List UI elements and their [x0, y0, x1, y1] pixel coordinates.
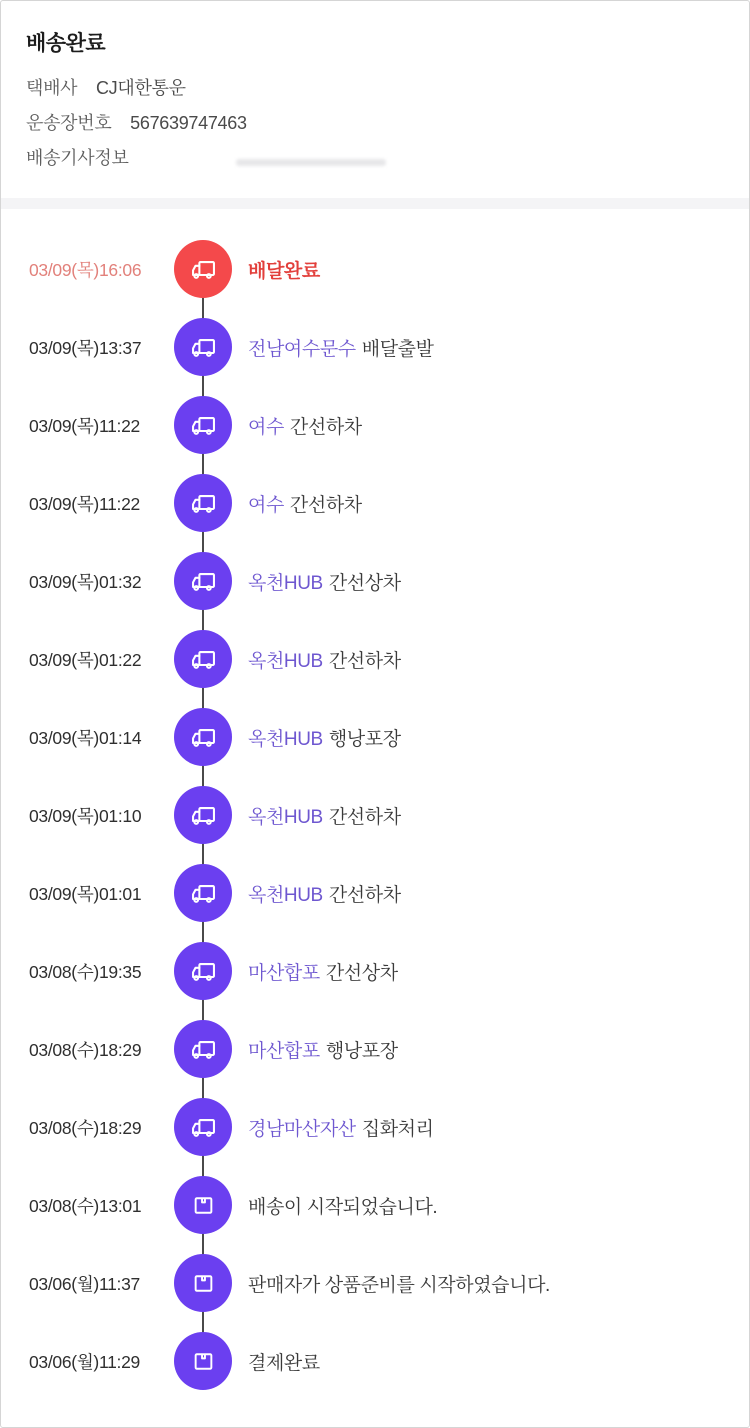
event-status: 간선하차: [289, 494, 362, 516]
timeline-event: [1, 386, 749, 464]
event-status: 행낭포장: [328, 728, 401, 750]
courier-label: 택배사: [26, 78, 78, 98]
event-status: 간선상차: [325, 962, 398, 984]
event-status-text: [248, 880, 401, 907]
event-location: 옥천HUB: [248, 728, 323, 750]
event-status: 간선하차: [328, 650, 401, 672]
event-datetime: 03/09(목)01:32: [29, 571, 142, 592]
driver-info-label: 배송기사정보: [26, 148, 129, 168]
event-location: 여수: [248, 494, 284, 516]
event-status-text: [248, 1192, 437, 1219]
event-status: 판매자가 상품준비를 시작하였습니다.: [248, 1274, 550, 1296]
timeline-event: [1, 1088, 749, 1166]
event-datetime: 03/09(목)01:14: [29, 727, 142, 748]
timeline-event: [1, 308, 749, 386]
event-status-text: [248, 802, 401, 829]
event-location: 옥천HUB: [248, 650, 323, 672]
event-datetime: 03/09(목)13:37: [29, 337, 142, 358]
tracking-timeline: [1, 209, 749, 1400]
event-location: 옥천HUB: [248, 806, 323, 828]
shipment-header: [1, 1, 749, 198]
event-datetime: 03/09(목)01:10: [29, 805, 142, 826]
timeline-events: [1, 230, 749, 1400]
event-location: 마산합포: [248, 962, 320, 984]
timeline-event: [1, 698, 749, 776]
truck-icon: [174, 942, 232, 1000]
event-status: 간선하차: [328, 806, 401, 828]
event-status-text: [248, 724, 401, 751]
timeline-event: [1, 932, 749, 1010]
event-location: 마산합포: [248, 1040, 320, 1062]
tracking-number-label: 운송장번호: [26, 113, 112, 133]
timeline-event: [1, 542, 749, 620]
event-location: 옥천HUB: [248, 572, 323, 594]
event-datetime: 03/08(수)19:35: [29, 961, 142, 982]
event-status: 배달출발: [361, 338, 434, 360]
event-status: 배달완료: [248, 260, 320, 282]
truck-icon: [174, 786, 232, 844]
event-status: 간선상차: [328, 572, 401, 594]
truck-icon: [174, 474, 232, 532]
truck-icon: [174, 708, 232, 766]
timeline-event: [1, 1244, 749, 1322]
timeline-event: [1, 230, 749, 308]
tracking-number-value: 567639747463: [130, 113, 247, 133]
truck-icon: [174, 396, 232, 454]
truck-icon: [174, 240, 232, 298]
event-datetime: 03/06(월)11:37: [29, 1273, 140, 1294]
event-datetime: 03/09(목)16:06: [29, 259, 142, 280]
event-status-text: [248, 568, 401, 595]
event-status: 간선하차: [289, 416, 362, 438]
event-status-text: [248, 490, 362, 517]
event-datetime: 03/08(수)18:29: [29, 1039, 142, 1060]
event-datetime: 03/09(목)01:22: [29, 649, 142, 670]
courier-row: [1, 71, 749, 106]
event-status-text: [248, 646, 401, 673]
event-datetime: 03/09(목)11:22: [29, 415, 140, 436]
driver-info-redacted: [236, 159, 386, 166]
event-status: 행낭포장: [325, 1040, 398, 1062]
page-title: 배송완료: [26, 32, 106, 55]
event-status-text: [248, 1114, 434, 1141]
timeline-event: [1, 854, 749, 932]
truck-icon: [174, 1020, 232, 1078]
timeline-event: [1, 1010, 749, 1088]
event-location: 경남마산자산: [248, 1118, 356, 1140]
timeline-event: [1, 464, 749, 542]
event-datetime: 03/09(목)11:22: [29, 493, 140, 514]
event-datetime: 03/09(목)01:01: [29, 883, 142, 904]
courier-value: CJ대한통운: [95, 78, 186, 98]
event-status: 배송이 시작되었습니다.: [248, 1196, 438, 1218]
event-status-text: [248, 412, 362, 439]
event-status: 결제완료: [248, 1352, 320, 1374]
box-icon: [174, 1176, 232, 1234]
event-status: 간선하차: [328, 884, 401, 906]
timeline-event: [1, 1322, 749, 1400]
event-status-text: [248, 1036, 398, 1063]
box-icon: [174, 1254, 232, 1312]
truck-icon: [174, 630, 232, 688]
event-status-text: [248, 1270, 550, 1297]
event-location: 전남여수문수: [248, 338, 356, 360]
timeline-event: [1, 776, 749, 854]
section-divider: [1, 198, 749, 209]
truck-icon: [174, 1098, 232, 1156]
event-datetime: 03/08(수)18:29: [29, 1117, 142, 1138]
event-status-text: [248, 958, 398, 985]
event-status-text: [248, 256, 320, 283]
event-location: 옥천HUB: [248, 884, 323, 906]
event-status-text: [248, 1348, 320, 1375]
event-datetime: 03/08(수)13:01: [29, 1195, 142, 1216]
timeline-event: [1, 1166, 749, 1244]
truck-icon: [174, 552, 232, 610]
event-status-text: [248, 334, 434, 361]
box-icon: [174, 1332, 232, 1390]
timeline-event: [1, 620, 749, 698]
event-datetime: 03/06(월)11:29: [29, 1351, 140, 1372]
event-status: 집화처리: [361, 1118, 434, 1140]
truck-icon: [174, 318, 232, 376]
event-location: 여수: [248, 416, 284, 438]
truck-icon: [174, 864, 232, 922]
tracking-number-row: [1, 106, 749, 141]
